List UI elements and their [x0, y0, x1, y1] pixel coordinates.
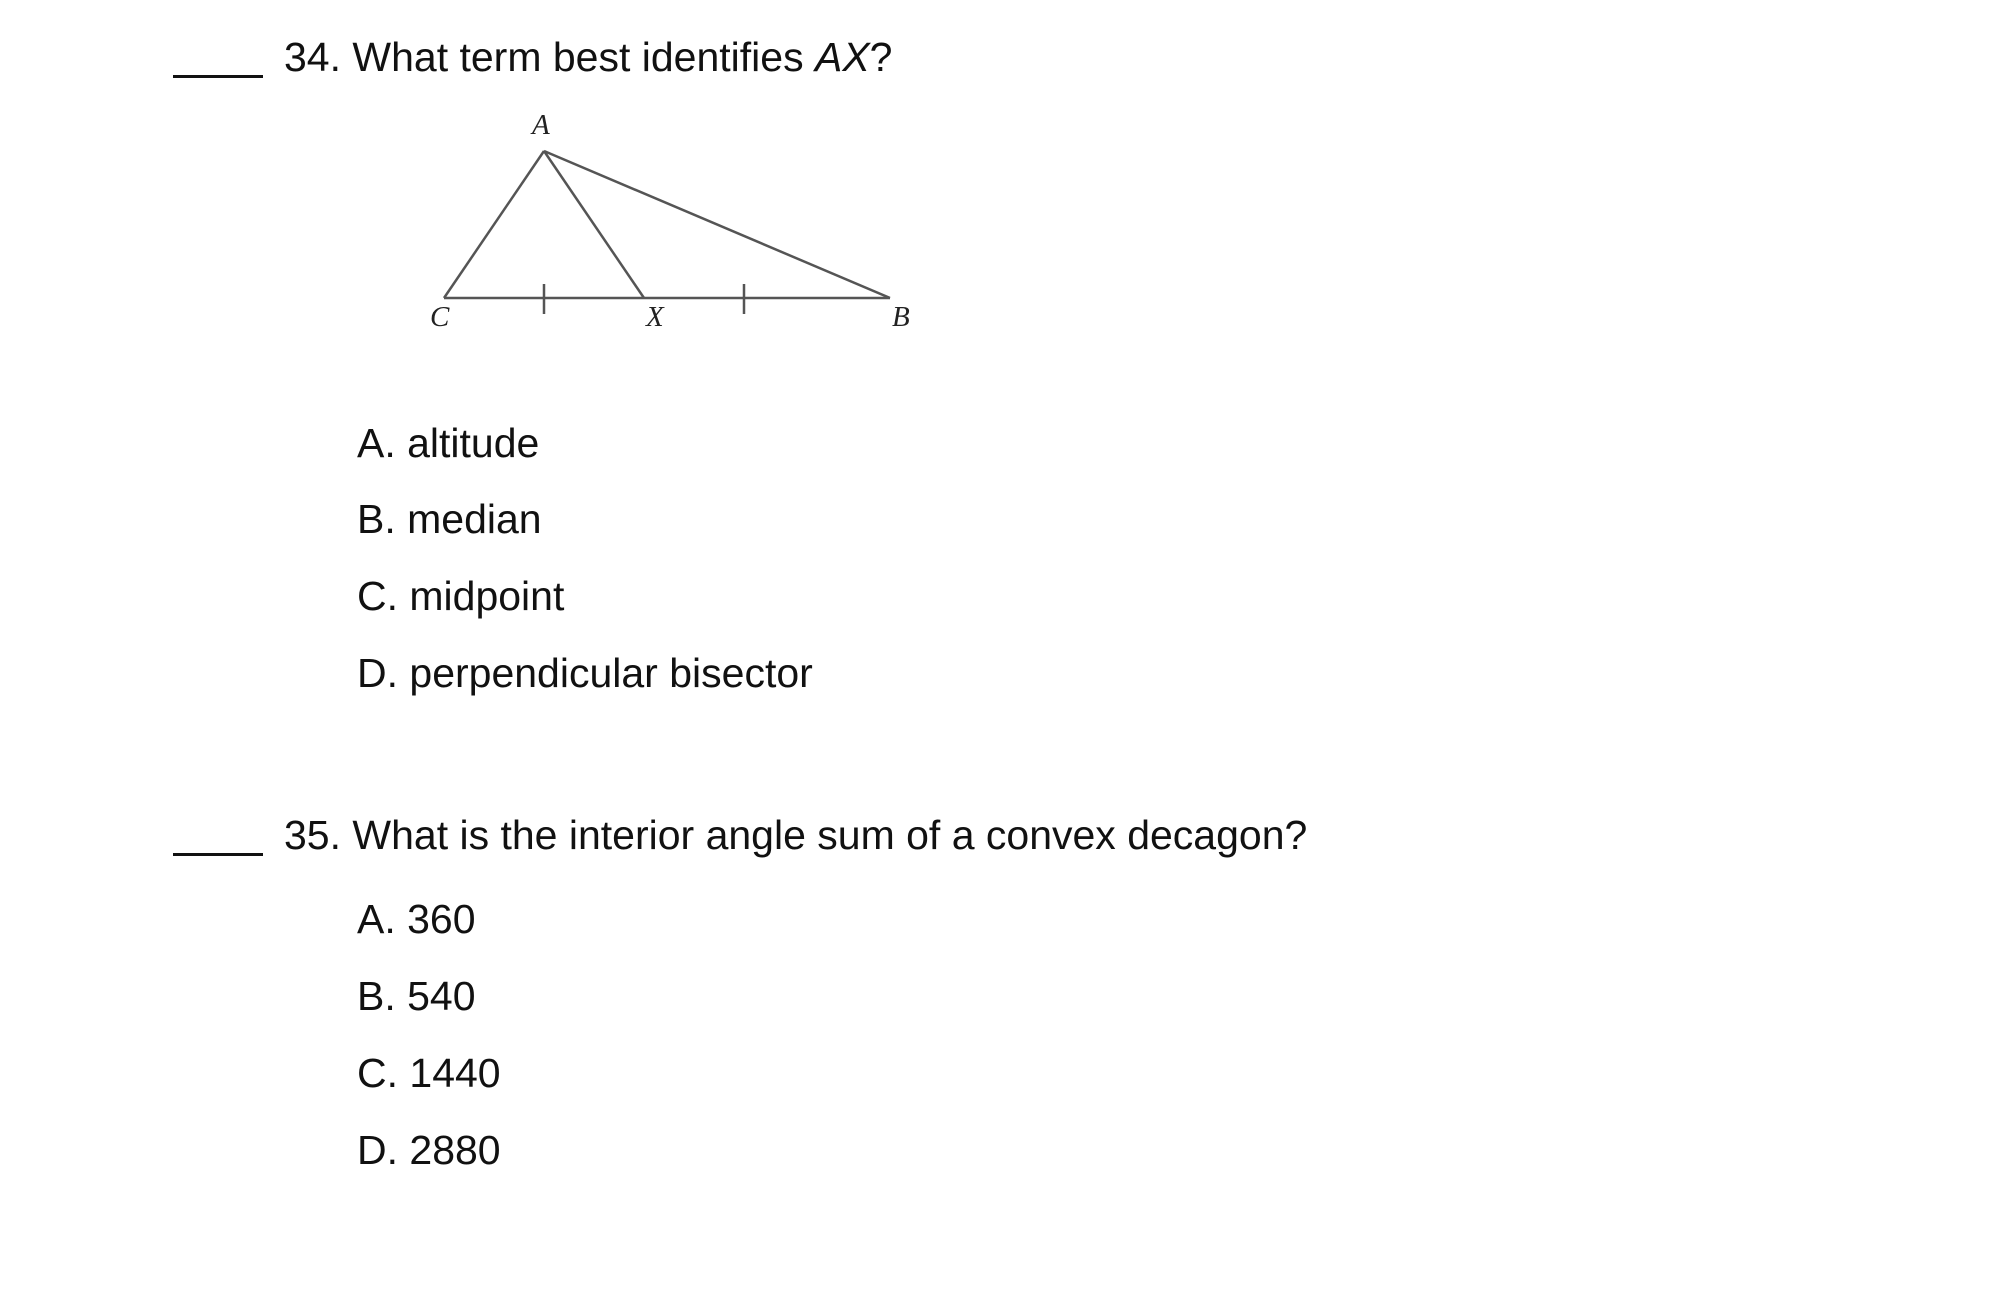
question-34-prompt-text: 34. What term best identifies — [284, 34, 815, 80]
question-35-choice-a[interactable]: A. 360 — [357, 896, 476, 942]
question-34-prompt-end: ? — [869, 34, 893, 80]
segment-ab — [544, 151, 890, 298]
question-34-choice-b[interactable]: B. median — [357, 496, 542, 542]
segment-ca — [444, 151, 544, 298]
vertex-label-x: X — [646, 301, 664, 333]
question-34-segment-name: AX — [814, 34, 870, 80]
question-34-choice-a[interactable]: A. altitude — [357, 420, 540, 466]
question-34-choice-c[interactable]: C. midpoint — [357, 573, 565, 619]
vertex-label-a: A — [532, 109, 550, 141]
question-35-choice-c[interactable]: C. 1440 — [357, 1050, 501, 1096]
question-34-prompt — [284, 34, 893, 80]
triangle-diagram — [420, 100, 940, 340]
vertex-label-b: B — [892, 301, 910, 333]
question-34-choice-d[interactable]: D. perpendicular bisector — [357, 650, 813, 696]
vertex-label-c: C — [430, 301, 450, 333]
question-35-prompt: 35. What is the interior angle sum of a convex decagon? — [284, 812, 1308, 858]
question-35-choice-d[interactable]: D. 2880 — [357, 1127, 501, 1173]
answer-blank-35[interactable] — [173, 853, 263, 856]
question-35-choice-b[interactable]: B. 540 — [357, 973, 476, 1019]
answer-blank-34[interactable] — [173, 75, 263, 78]
